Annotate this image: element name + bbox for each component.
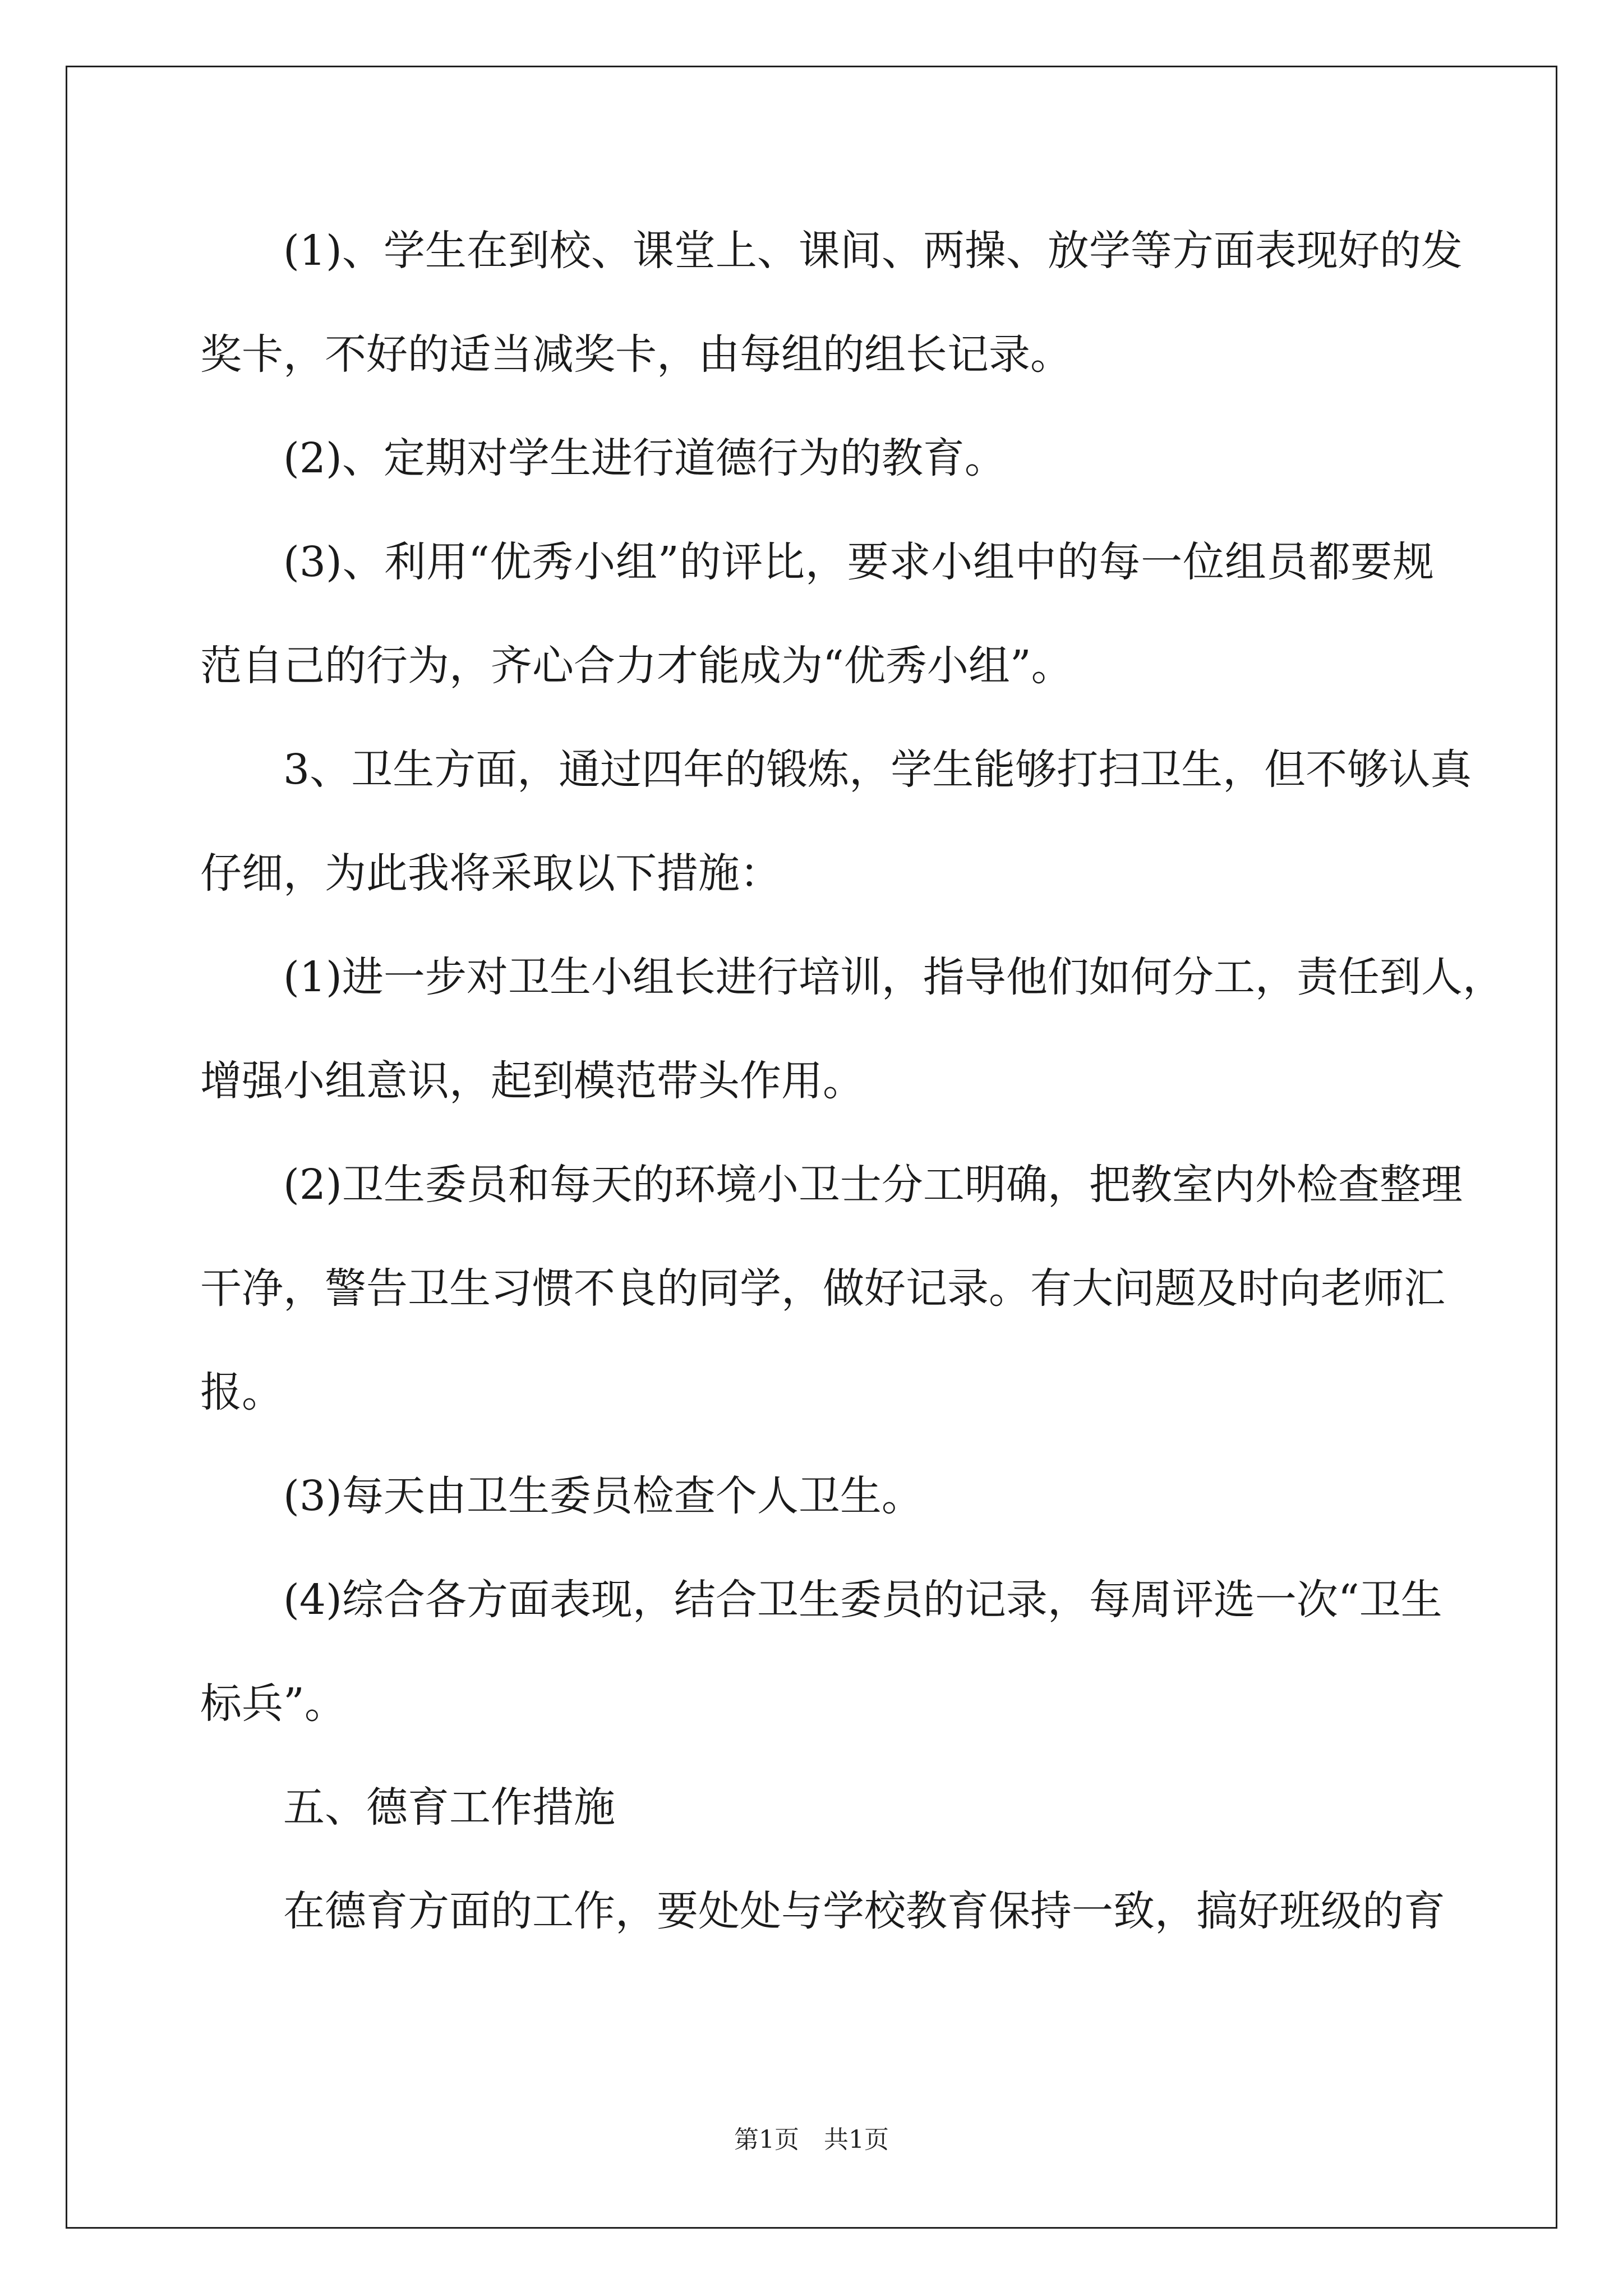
paragraph-line: (2)、定期对学生进行道德行为的教育。 [283, 434, 1006, 482]
paragraph-line: (3)、利用“优秀小组”的评比，要求小组中的每一位组员都要规 [283, 538, 1434, 586]
page-footer: 第1页 共1页 [734, 2125, 889, 2154]
paragraph-line: 3、卫生方面，通过四年的锻炼，学生能够打扫卫生，但不够认真 [283, 746, 1472, 794]
paragraph-line: 报。 [200, 1368, 283, 1416]
paragraph-line: 增强小组意识，起到模范带头作用。 [200, 1057, 864, 1105]
paragraph-line: 范自己的行为，齐心合力才能成为“优秀小组”。 [200, 642, 1073, 690]
section-heading: 五、德育工作措施 [283, 1783, 615, 1832]
paragraph-line: (2)卫生委员和每天的环境小卫士分工明确，把教室内外检查整理 [283, 1161, 1463, 1209]
paragraph-line: (1)进一步对卫生小组长进行培训，指导他们如何分工，责任到人， [283, 953, 1504, 1001]
paragraph-line: 仔细，为此我将采取以下措施： [200, 849, 781, 898]
paragraph-line: (4)综合各方面表现，结合卫生委员的记录，每周评选一次“卫生 [283, 1576, 1442, 1624]
paragraph-line: 奖卡，不好的适当减奖卡，由每组的组长记录。 [200, 330, 1072, 379]
paragraph-line: (1)、学生在到校、课堂上、课间、两操、放学等方面表现好的发 [283, 227, 1463, 275]
paragraph-line: (3)每天由卫生委员检查个人卫生。 [283, 1472, 923, 1520]
paragraph-line: 干净，警告卫生习惯不良的同学，做好记录。有大问题及时向老师汇 [200, 1264, 1445, 1313]
paragraph-line: 在德育方面的工作，要处处与学校教育保持一致，搞好班级的育 [283, 1887, 1445, 1935]
paragraph-line: 标兵”。 [200, 1680, 346, 1728]
